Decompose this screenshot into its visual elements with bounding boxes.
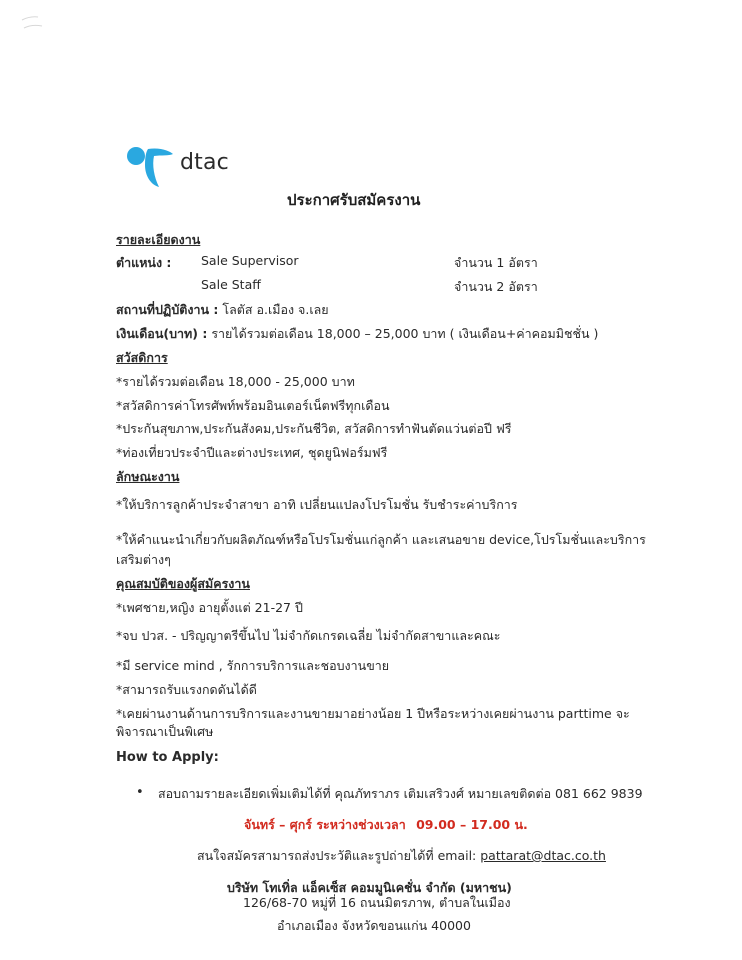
position-name-1: Sale Supervisor — [201, 253, 299, 268]
qualification-item-4: *สามารถรับแรงกดดันได้ดี — [116, 682, 257, 697]
benefit-item-4: *ท่องเที่ยวประจำปีและต่างประเทศ, ชุดยูนิฟอร์มฟรี — [116, 445, 388, 460]
email-prefix: สนใจสมัครสามารถส่งประวัติและรูปถ่ายได้ที่ email: — [197, 848, 477, 863]
job-nature-heading: ลักษณะงาน — [116, 469, 180, 484]
position-label: ตำแหน่ง : — [116, 255, 172, 270]
salary-value: รายได้รวมต่อเดือน 18,000 – 25,000 บาท ( เงินเดือน+ค่าคอมมิชชั่น ) — [211, 326, 599, 341]
email-row — [197, 846, 606, 866]
qualification-item-5: *เคยผ่านงานด้านการบริการและงานขายมาอย่างน้อย 1 ปีหรือระหว่างเคยผ่านงาน parttime จะ — [116, 706, 630, 721]
benefits-heading: สวัสดิการ — [116, 350, 168, 365]
position-name-2: Sale Staff — [201, 277, 261, 292]
contact-info: สอบถามรายละเอียดเพิ่มเติมได้ที่ คุณภัทราภร เติมเสริวงศ์ หมายเลขติดต่อ 081 662 9839 — [158, 786, 643, 801]
benefit-item-2: *สวัสดิการค่าโทรศัพท์พร้อมอินเตอร์เน็ตฟรีทุกเดือน — [116, 398, 390, 413]
company-name: บริษัท โทเทิ่ล แอ็คเซ็ส คอมมูนิเคชั่น จำกัด (มหาชน) — [227, 880, 512, 895]
working-hours — [244, 815, 528, 835]
qualification-item-1: *เพศชาย,หญิง อายุตั้งแต่ 21-27 ปี — [116, 600, 303, 615]
salary-label: เงินเดือน(บาท) : — [116, 326, 208, 341]
qualification-item-5-cont: พิจารณาเป็นพิเศษ — [116, 724, 214, 739]
job-nature-item-1: *ให้บริการลูกค้าประจำสาขา อาทิ เปลี่ยนแปลงโปรโมชั่น รับชำระค่าบริการ — [116, 497, 518, 512]
how-to-apply-heading: How to Apply: — [116, 750, 219, 765]
benefit-item-3: *ประกันสุขภาพ,ประกันสังคม,ประกันชีวิต, สวัสดิการทำฟันตัดแว่นต่อปี ฟรี — [116, 421, 512, 436]
location-value: โลตัส อ.เมือง จ.เลย — [222, 302, 329, 317]
working-time: 09.00 – 17.00 น. — [416, 817, 528, 832]
dtac-logo-text: dtac — [180, 150, 229, 175]
position-count-2: จำนวน 2 อัตรา — [454, 279, 538, 294]
job-details-heading: รายละเอียดงาน — [116, 232, 201, 247]
location-label: สถานที่ปฏิบัติงาน : — [116, 302, 219, 317]
company-address-1: 126/68-70 หมู่ที่ 16 ถนนมิตรภาพ, ตำบลในเมือง — [243, 895, 511, 910]
position-count-1: จำนวน 1 อัตรา — [454, 255, 538, 270]
qualification-item-3: *มี service mind , รักการบริการและชอบงานขาย — [116, 658, 390, 673]
working-days: จันทร์ – ศุกร์ ระหว่างช่วงเวลา — [244, 817, 406, 832]
bullet-dot-icon: • — [136, 785, 144, 800]
qualification-item-2: *จบ ปวส. - ปริญญาตรีขึ้นไป ไม่จำกัดเกรดเฉลี่ย ไม่จำกัดสาขาและคณะ — [116, 628, 501, 643]
dtac-logo-icon — [126, 143, 176, 191]
company-address-2: อำเภอเมือง จังหวัดขอนแก่น 40000 — [277, 918, 471, 933]
job-nature-item-2-cont: เสริมต่างๆ — [116, 552, 171, 567]
qualifications-heading: คุณสมบัติของผู้สมัครงาน — [116, 576, 250, 591]
email-link[interactable]: pattarat@dtac.co.th — [480, 848, 606, 863]
salary-row — [116, 324, 598, 344]
scan-mark — [18, 8, 58, 38]
job-nature-item-2: *ให้คำแนะนำเกี่ยวกับผลิตภัณฑ์หรือโปรโมชั่นแก่ลูกค้า และเสนอขาย device,โปรโมชั่นและบริการ — [116, 532, 646, 547]
benefit-item-1: *รายได้รวมต่อเดือน 18,000 - 25,000 บาท — [116, 374, 355, 389]
page-title: ประกาศรับสมัครงาน — [287, 191, 421, 209]
location-row — [116, 300, 329, 320]
